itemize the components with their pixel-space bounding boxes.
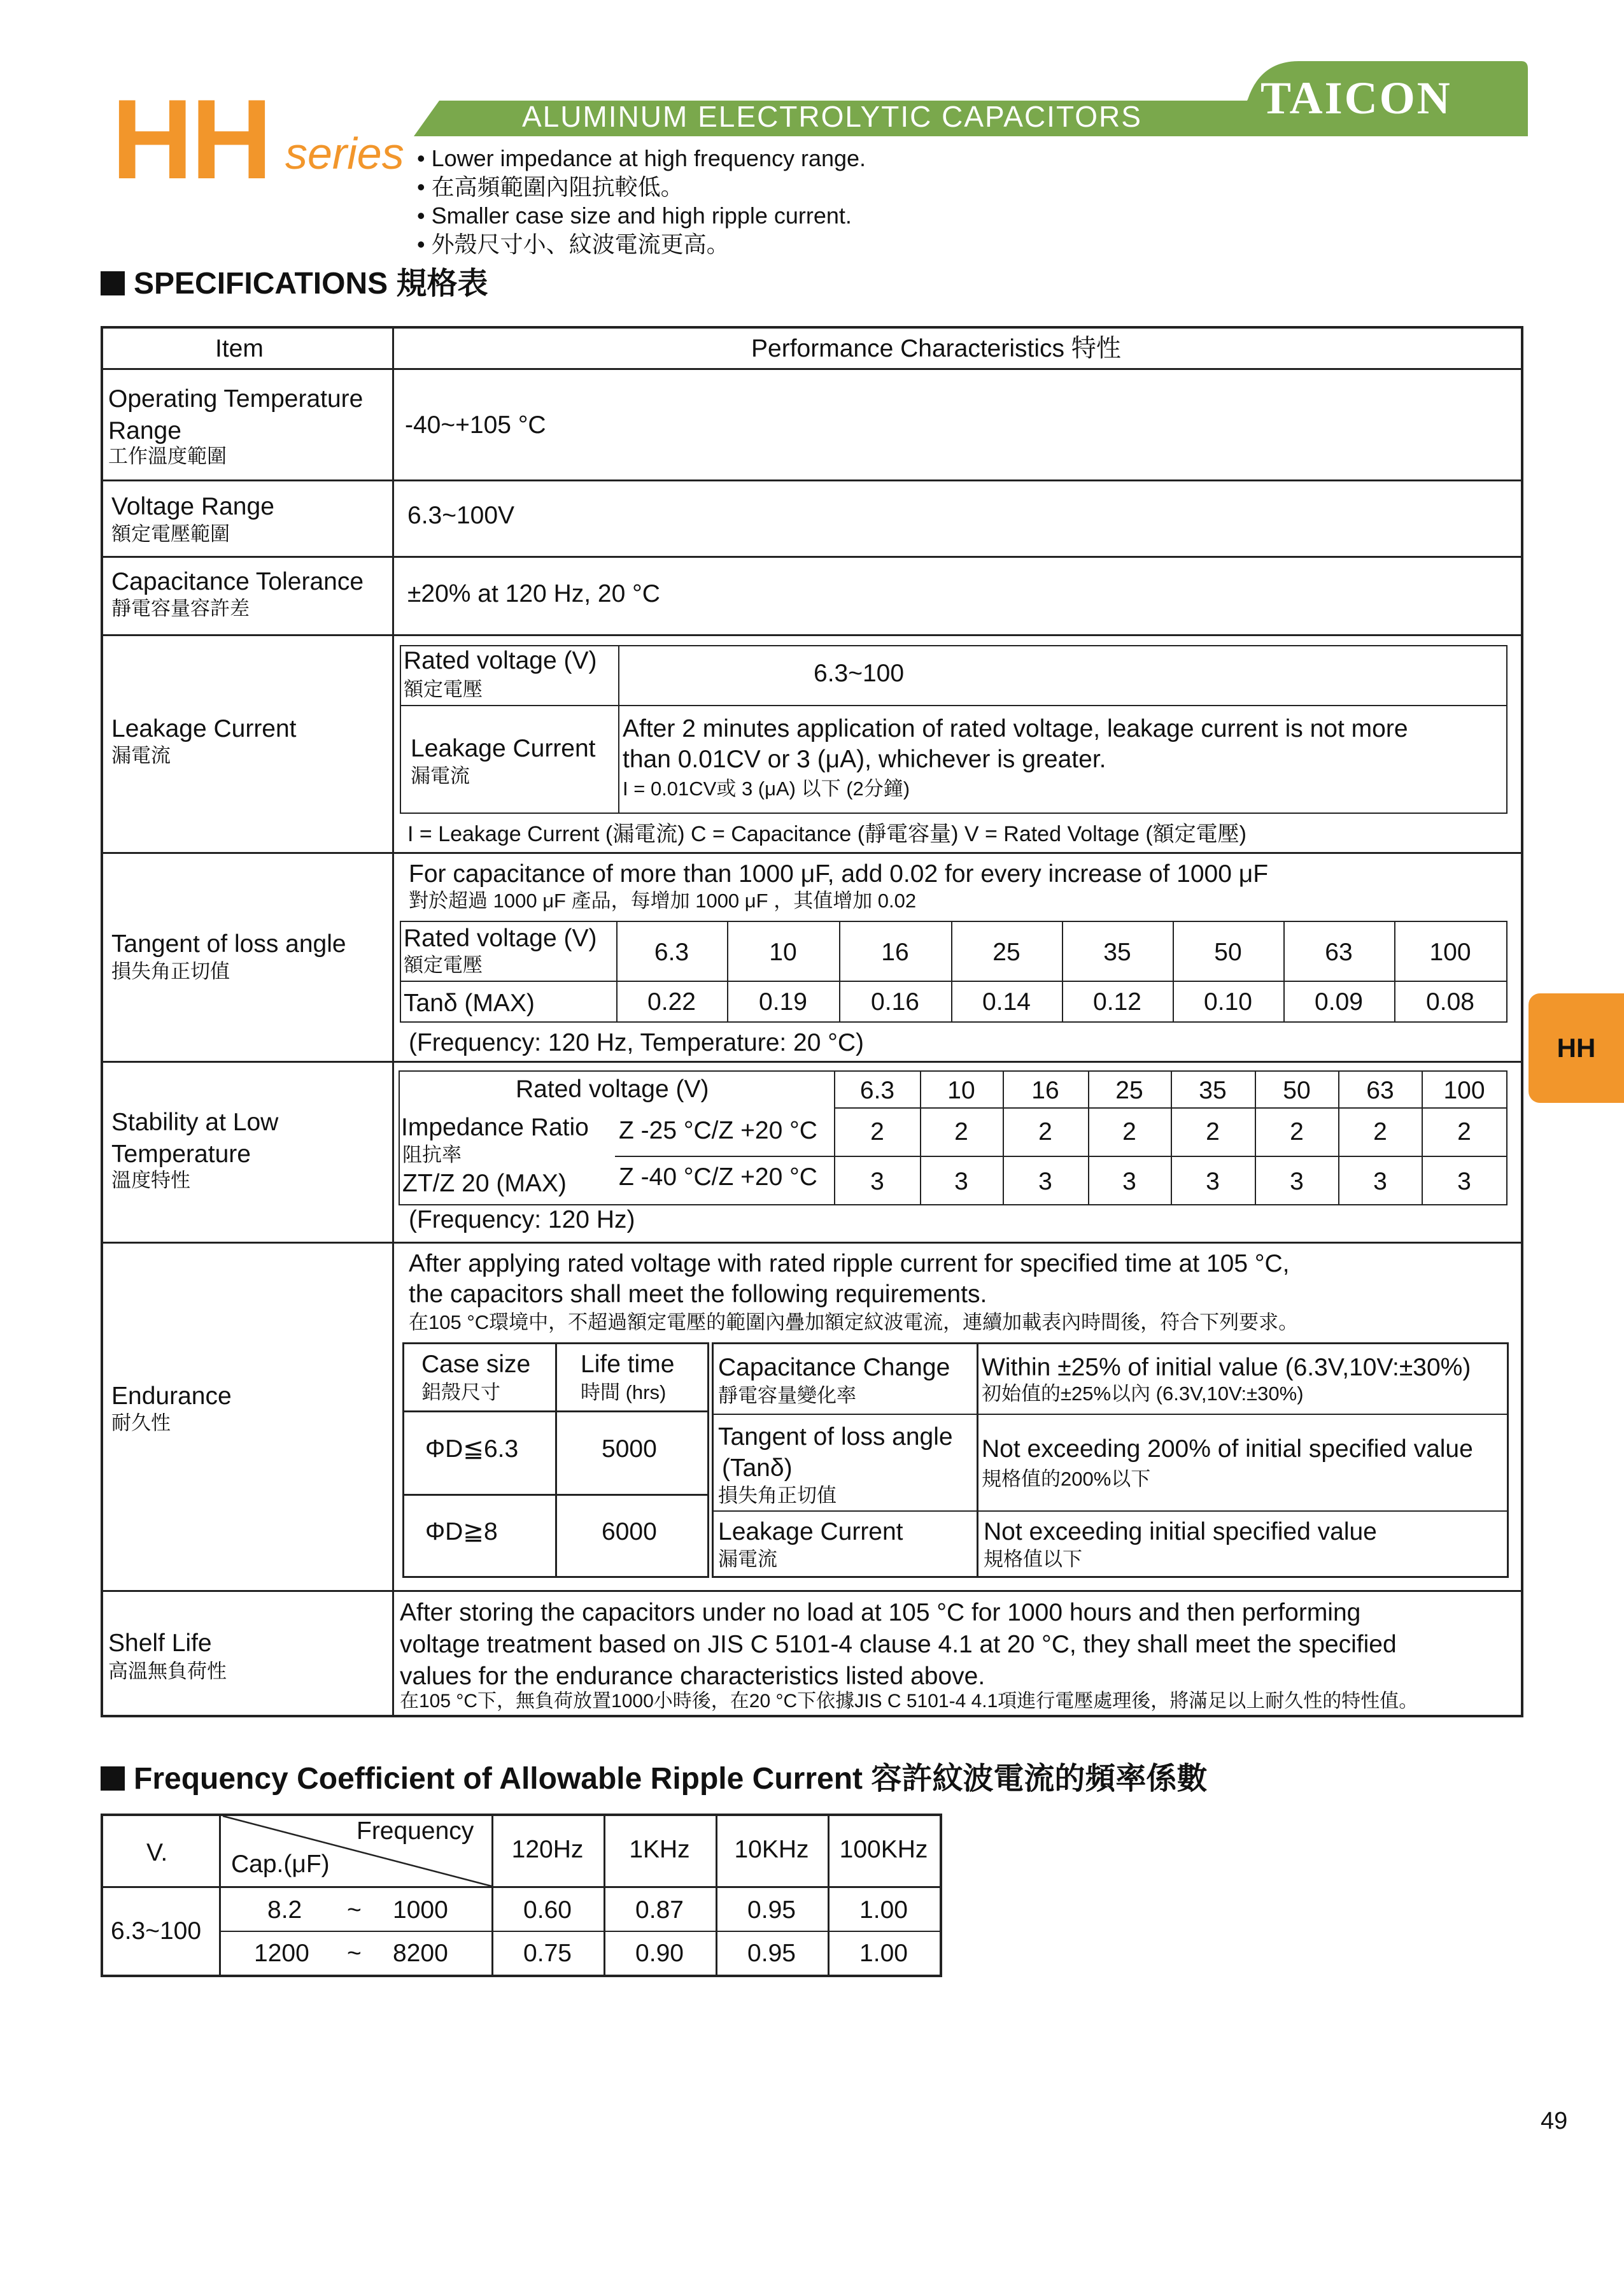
endurance-text-3: 在105 °C環境中，不超過額定電壓的範圍內疊加額定紋波電流，連續加載表內時間後，符合下列要求。	[409, 1311, 1299, 1333]
stability-value-cell: 2	[870, 1118, 884, 1146]
endurance-text-1: After applying rated voltage with rated ripple current for specified time at 105 °C,	[409, 1250, 1290, 1277]
stability-value-cell: 3	[1038, 1168, 1052, 1195]
shelf-life-text-3: values for the endurance characteristics listed above.	[400, 1663, 985, 1690]
series-side-tab-label: HH	[1557, 1033, 1596, 1063]
op-temp-value: -40~+105 °C	[405, 411, 546, 439]
stability-value-cell: 3	[1206, 1168, 1220, 1195]
freq-header-cell: 120Hz	[511, 1836, 584, 1863]
impedance-ratio-label-2: ZT/Z 20 (MAX)	[402, 1170, 567, 1197]
stability-value-cell: 3	[1122, 1168, 1136, 1195]
tan-note-1: For capacitance of more than 1000 μF, add 0.02 for every increase of 1000 μF	[409, 860, 1269, 888]
leakage-note: I = Leakage Current (漏電流) C = Capacitance (靜電容量) V = Rated Voltage (額定電壓)	[407, 822, 1246, 846]
page-number: 49	[1541, 2108, 1568, 2134]
endurance-lc-label-cn: 漏電流	[718, 1548, 777, 1570]
freq-row-1-cap-from: 8.2	[267, 1896, 302, 1924]
endurance-tan-value-cn: 規格值的200%以下	[982, 1468, 1151, 1490]
freq-value-cell: 0.75	[523, 1940, 572, 1967]
stability-condition-2: Z -40 °C/Z +20 °C	[619, 1163, 817, 1191]
endurance-lc-value: Not exceeding initial specified value	[984, 1518, 1377, 1545]
tan-voltage-cell: 25	[992, 939, 1020, 966]
life-time-2: 6000	[602, 1518, 657, 1545]
freq-coefficient-title: Frequency Coefficient of Allowable Ripple Current 容許紋波電流的頻率係數	[134, 1762, 1208, 1796]
specifications-heading	[101, 269, 488, 299]
endurance-lc-value-cn: 規格值以下	[984, 1548, 1082, 1570]
case-size-1: ΦD≦6.3	[425, 1435, 519, 1463]
feature-item: • Smaller case size and high ripple current.	[417, 202, 852, 229]
voltage-range-label: Voltage Range	[111, 493, 274, 520]
tan-voltage-cell: 63	[1325, 939, 1353, 966]
leakage-rv-value: 6.3~100	[814, 660, 905, 687]
square-bullet-icon	[101, 271, 125, 295]
leakage-label-cn: 漏電流	[111, 744, 171, 767]
series-side-tab	[1529, 993, 1624, 1103]
tan-voltage-cell: 10	[769, 939, 797, 966]
cap-tolerance-value: ±20% at 120 Hz, 20 °C	[407, 580, 660, 607]
tan-rv-label-cn: 額定電壓	[404, 954, 483, 976]
op-temp-label-2: Range	[108, 417, 181, 444]
stability-voltage-cell: 6.3	[859, 1077, 895, 1104]
cap-tolerance-label: Capacitance Tolerance	[111, 568, 364, 595]
tan-voltage-cell: 100	[1429, 939, 1471, 966]
freq-row-1-cap-sep: ~	[347, 1896, 362, 1924]
stability-voltage-cell: 16	[1031, 1077, 1059, 1104]
leakage-text-3: I = 0.01CV或 3 (μA) 以下 (2分鐘)	[623, 777, 910, 800]
case-size-2: ΦD≧8	[425, 1518, 498, 1545]
stability-value-cell: 2	[1038, 1118, 1052, 1146]
voltage-range-value: 6.3~100V	[407, 502, 515, 529]
feature-list	[417, 144, 866, 259]
brand-logo: TAICON	[1260, 73, 1452, 124]
leakage-text-2: than 0.01CV or 3 (μA), whichever is greater.	[623, 746, 1106, 773]
stability-label-2: Temperature	[111, 1140, 251, 1168]
endurance-lc-label: Leakage Current	[718, 1518, 903, 1545]
stability-label: Stability at Low	[111, 1109, 279, 1136]
endurance-text-2: the capacitors shall meet the following requirements.	[409, 1281, 987, 1308]
freq-row-1-cap-to: 1000	[393, 1896, 448, 1924]
tan-value-cell: 0.22	[647, 988, 696, 1016]
op-temp-label: Operating Temperature	[108, 385, 364, 413]
series-word: series	[285, 129, 404, 178]
freq-voltage: 6.3~100	[111, 1917, 202, 1945]
stability-voltage-cell: 10	[947, 1077, 975, 1104]
freq-value-cell: 0.95	[747, 1896, 796, 1924]
stability-value-cell: 2	[1206, 1118, 1220, 1146]
freq-value-cell: 0.60	[523, 1896, 572, 1924]
stability-voltage-cell: 35	[1199, 1077, 1227, 1104]
life-time-header: Life time	[581, 1351, 675, 1378]
freq-cap-label: Cap.(μF)	[231, 1850, 330, 1878]
shelf-life-label: Shelf Life	[108, 1629, 212, 1657]
stability-value-cell: 3	[954, 1168, 968, 1195]
cap-change-value-cn: 初始值的±25%以內 (6.3V,10V:±30%)	[982, 1382, 1304, 1405]
stability-value-cell: 2	[1373, 1118, 1387, 1146]
freq-row-2-cap-sep: ~	[347, 1940, 362, 1967]
leakage-lc-label: Leakage Current	[411, 735, 596, 762]
voltage-range-label-cn: 額定電壓範圍	[111, 523, 230, 545]
stability-value-cell: 2	[954, 1118, 968, 1146]
cap-change-label-cn: 靜電容量變化率	[718, 1384, 856, 1407]
stability-value-cell: 3	[1373, 1168, 1387, 1195]
tan-value-cell: 0.10	[1204, 988, 1252, 1016]
col-header-performance: Performance Characteristics 特性	[751, 335, 1121, 362]
freq-row-2-cap-to: 8200	[393, 1940, 448, 1967]
tan-label: Tangent of loss angle	[111, 930, 346, 958]
tan-value-cell: 0.09	[1315, 988, 1363, 1016]
stability-value-cell: 3	[870, 1168, 884, 1195]
stability-label-cn: 溫度特性	[111, 1169, 190, 1191]
series-code: HH	[111, 76, 271, 202]
feature-item: • 在高頻範圍內阻抗較低。	[417, 174, 684, 200]
stability-frequency-note: (Frequency: 120 Hz)	[409, 1206, 635, 1233]
tan-value-cell: 0.19	[759, 988, 807, 1016]
stability-voltage-cell: 63	[1366, 1077, 1394, 1104]
freq-frequency-label: Frequency	[357, 1817, 474, 1845]
freq-value-cell: 0.87	[635, 1896, 684, 1924]
stability-voltage-cell: 50	[1283, 1077, 1311, 1104]
freq-value-cell: 0.95	[747, 1940, 796, 1967]
col-header-item: Item	[215, 335, 264, 362]
impedance-ratio-label: Impedance Ratio	[401, 1114, 589, 1141]
freq-header-cell: 10KHz	[734, 1836, 809, 1863]
tan-value-cell: 0.14	[982, 988, 1031, 1016]
tan-frequency-note: (Frequency: 120 Hz, Temperature: 20 °C)	[409, 1029, 865, 1056]
endurance-tan-value: Not exceeding 200% of initial specified value	[982, 1435, 1473, 1463]
endurance-tan-label: Tangent of loss angle	[718, 1423, 953, 1451]
cap-change-label: Capacitance Change	[718, 1354, 950, 1381]
endurance-label: Endurance	[111, 1382, 232, 1410]
stability-value-cell: 2	[1457, 1118, 1471, 1146]
shelf-life-text-4: 在105 °C下，無負荷放置1000小時後，在20 °C下依據JIS C 5101-4 4.1項進行電壓處理後，將滿足以上耐久性的特性值。	[400, 1691, 1418, 1712]
specifications-title: SPECIFICATIONS 規格表	[134, 267, 488, 301]
impedance-ratio-label-cn: 阻抗率	[402, 1144, 462, 1166]
stability-voltage-cell: 100	[1443, 1077, 1485, 1104]
tan-rv-label: Rated voltage (V)	[404, 925, 597, 952]
case-size-header: Case size	[421, 1351, 531, 1378]
shelf-life-text-1: After storing the capacitors under no load at 105 °C for 1000 hours and then performing	[400, 1599, 1361, 1626]
tan-value-cell: 0.12	[1093, 988, 1141, 1016]
tan-value-cell: 0.16	[871, 988, 919, 1016]
freq-v-label: V.	[146, 1839, 168, 1866]
freq-header-cell: 1KHz	[629, 1836, 690, 1863]
endurance-label-cn: 耐久性	[111, 1412, 171, 1434]
shelf-life-label-cn: 高溫無負荷性	[108, 1660, 227, 1682]
stability-value-cell: 3	[1290, 1168, 1304, 1195]
tan-max-label: Tanδ (MAX)	[404, 990, 535, 1017]
cap-change-value: Within ±25% of initial value (6.3V,10V:±30%)	[982, 1354, 1471, 1381]
stability-value-cell: 2	[1290, 1118, 1304, 1146]
tan-label-cn: 損失角正切值	[111, 960, 230, 983]
feature-item: • 外殼尺寸小、紋波電流更高。	[417, 231, 730, 257]
tan-voltage-cell: 50	[1214, 939, 1242, 966]
freq-value-cell: 1.00	[859, 1896, 908, 1924]
leakage-label: Leakage Current	[111, 715, 297, 742]
leakage-rv-label-cn: 額定電壓	[404, 678, 483, 700]
freq-header-cell: 100KHz	[839, 1836, 928, 1863]
case-size-header-cn: 鋁殼尺寸	[421, 1381, 500, 1403]
leakage-text-1: After 2 minutes application of rated voltage, leakage current is not more	[623, 715, 1408, 742]
category-title: ALUMINUM ELECTROLYTIC CAPACITORS	[522, 100, 1142, 133]
freq-value-cell: 1.00	[859, 1940, 908, 1967]
life-time-header-cn: 時間 (hrs)	[581, 1381, 667, 1403]
freq-coefficient-heading	[101, 1764, 1207, 1794]
tan-note-2: 對於超過 1000 μF 產品，每增加 1000 μF ，其值增加 0.02	[409, 890, 917, 912]
op-temp-label-cn: 工作溫度範圍	[108, 445, 227, 467]
life-time-1: 5000	[602, 1435, 657, 1463]
freq-value-cell: 0.90	[635, 1940, 684, 1967]
endurance-tan-label-cn: 損失角正切值	[718, 1484, 837, 1507]
tan-voltage-cell: 16	[881, 939, 909, 966]
tan-voltage-cell: 35	[1103, 939, 1131, 966]
stability-condition-1: Z -25 °C/Z +20 °C	[619, 1117, 817, 1144]
tan-value-cell: 0.08	[1426, 988, 1474, 1016]
tan-voltage-cell: 6.3	[654, 939, 689, 966]
leakage-rv-label: Rated voltage (V)	[404, 647, 597, 674]
freq-row-2-cap-from: 1200	[254, 1940, 309, 1967]
leakage-lc-label-cn: 漏電流	[411, 765, 470, 787]
feature-item: • Lower impedance at high frequency range.	[417, 145, 866, 171]
cap-tolerance-label-cn: 靜電容量容許差	[111, 597, 250, 620]
stability-value-cell: 2	[1122, 1118, 1136, 1146]
stability-value-cell: 3	[1457, 1168, 1471, 1195]
endurance-tan-sub: (Tanδ)	[722, 1454, 793, 1482]
shelf-life-text-2: voltage treatment based on JIS C 5101-4 clause 4.1 at 20 °C, they shall meet the specified	[400, 1631, 1397, 1658]
square-bullet-icon	[101, 1766, 125, 1791]
stability-rv-label: Rated voltage (V)	[516, 1076, 709, 1103]
stability-voltage-cell: 25	[1115, 1077, 1143, 1104]
